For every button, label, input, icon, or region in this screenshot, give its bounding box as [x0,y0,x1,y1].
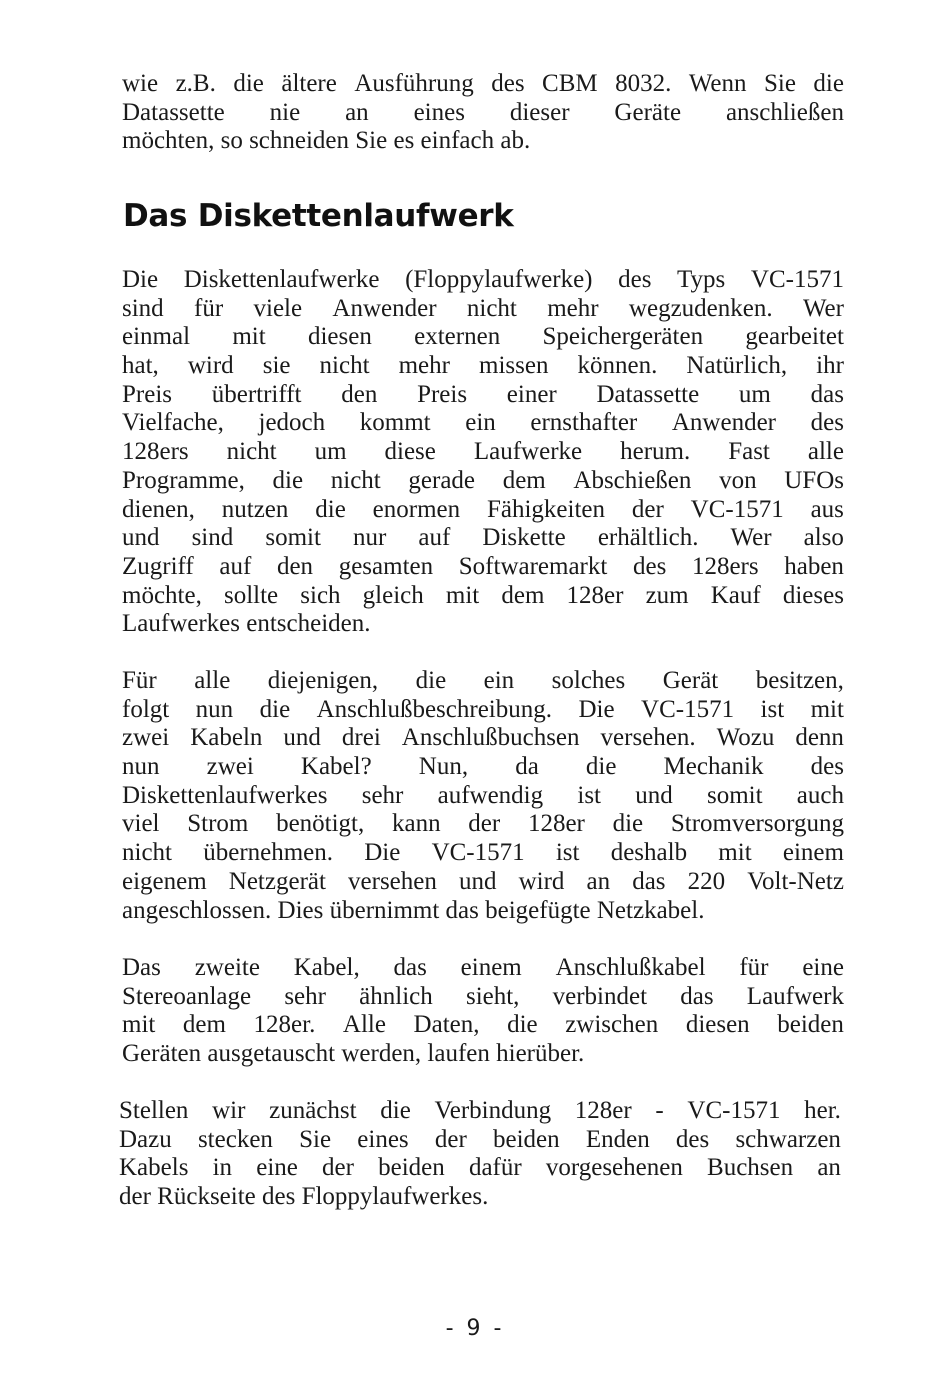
text-line: und sind somit nur auf Diskette erhältlich. Wer also [122,524,844,552]
text-line: Preis übertrifft den Preis einer Datassette um das [122,380,844,408]
text-line: Geräten ausgetauscht werden, laufen hierüber. [122,1040,585,1068]
text-line: möchten, so schneiden Sie es einfach ab. [122,127,531,155]
text-line: einmal mit diesen externen Speichergeräten gearbeitet [122,323,844,351]
paragraph-connection-steps [119,1097,841,1212]
text-line: eigenem Netzgerät versehen und wird an das 220 Volt-Netz [122,867,844,895]
text-line: wie z.B. die ältere Ausführung des CBM 8032. Wenn Sie die [122,70,844,97]
paragraph-connection-description [122,667,844,925]
intro-paragraph [122,70,844,156]
text-line: nicht übernehmen. Die VC-1571 ist deshalb mit einem [122,839,844,867]
text-line: möchte, sollte sich gleich mit dem 128er zum Kauf dieses [122,581,844,609]
text-line: Laufwerkes entscheiden. [122,610,371,638]
text-line: Vielfache, jedoch kommt ein ernsthafter Anwender des [122,409,844,437]
paragraph-floppy-intro [122,266,844,639]
text-line: der Rückseite des Floppylaufwerkes. [119,1183,489,1211]
text-line: Für alle diejenigen, die ein solches Gerät besitzen, [122,667,844,694]
text-line: viel Strom benötigt, kann der 128er die Stromversorgung [122,810,844,838]
text-line: Stellen wir zunächst die Verbindung 128er - VC-1571 her. [119,1097,841,1124]
text-line: folgt nun die Anschlußbeschreibung. Die VC-1571 ist mit [122,695,844,723]
text-line: Das zweite Kabel, das einem Anschlußkabel für eine [122,954,844,981]
text-line: Kabels in eine der beiden dafür vorgesehenen Buchsen an [119,1154,841,1182]
text-line: Dazu stecken Sie eines der beiden Enden des schwarzen [119,1125,841,1153]
page-number: - 9 - [445,1316,505,1341]
text-line: zwei Kabeln und drei Anschlußbuchsen versehen. Wozu denn [122,724,844,752]
text-line: Programme, die nicht gerade dem Abschießen von UFOs [122,466,844,494]
text-line: Stereoanlage sehr ähnlich sieht, verbindet das Laufwerk [122,982,844,1010]
text-line: Datassette nie an eines dieser Geräte anschließen [122,98,844,126]
text-line: Zugriff auf den gesamten Softwaremarkt des 128ers haben [122,552,844,580]
paragraph-second-cable [122,954,844,1069]
text-line: nun zwei Kabel? Nun, da die Mechanik des [122,753,844,781]
text-line: dienen, nutzen die enormen Fähigkeiten der VC-1571 aus [122,495,844,523]
text-line: angeschlossen. Dies übernimmt das beigefügte Netzkabel. [122,896,705,924]
text-line: 128ers nicht um diese Laufwerke herum. Fast alle [122,438,844,466]
section-heading: Das Diskettenlaufwerk [123,198,514,234]
text-line: mit dem 128er. Alle Daten, die zwischen diesen beiden [122,1011,844,1039]
text-line: hat, wird sie nicht mehr missen können. Natürlich, ihr [122,352,844,380]
text-line: Die Diskettenlaufwerke (Floppylaufwerke) des Typs VC-1571 [122,266,844,293]
text-line: sind für viele Anwender nicht mehr wegzudenken. Wer [122,294,844,322]
text-line: Diskettenlaufwerkes sehr aufwendig ist und somit auch [122,781,844,809]
